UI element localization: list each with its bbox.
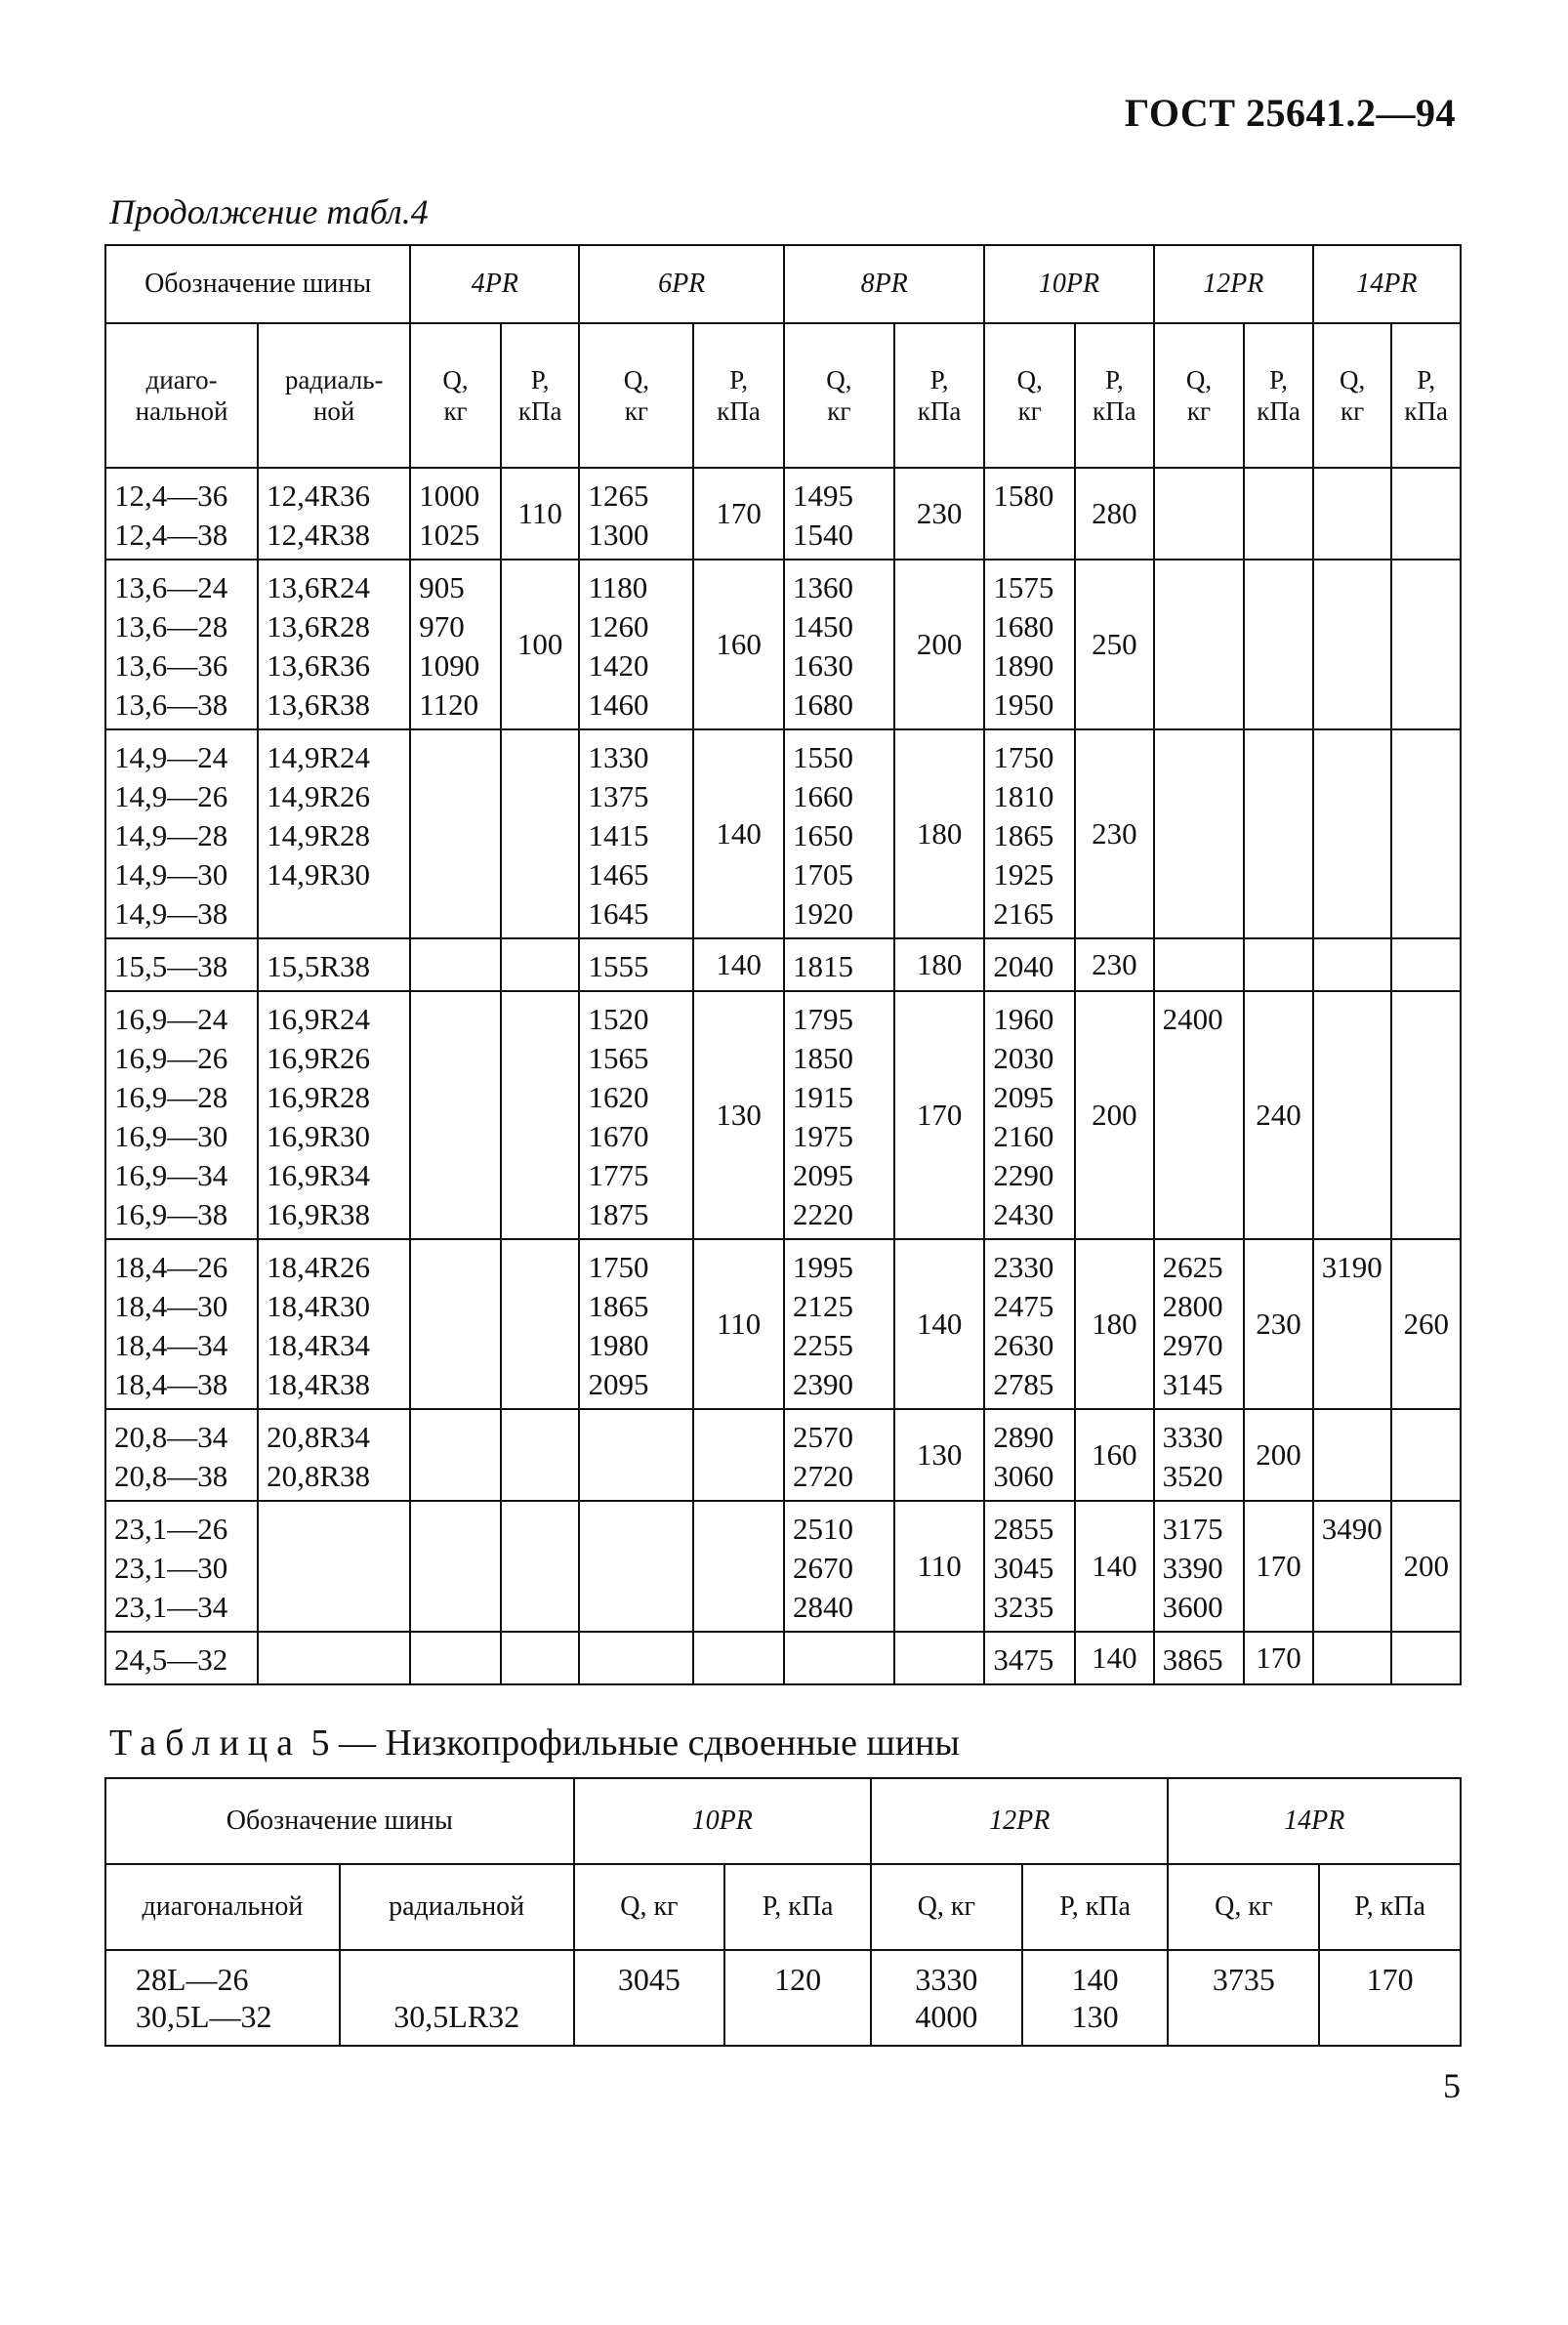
p-header: P, кПа [1022,1864,1169,1950]
table-row [105,468,1461,560]
q-header: Q, кг [984,323,1075,468]
table-cell: 1520 1565 1620 1670 1775 1875 [579,991,693,1239]
table-cell: 180 [894,729,985,938]
table-cell: 140 [693,729,784,938]
table-cell [1313,468,1392,560]
table-cell: 15,5—38 [105,938,258,991]
table-cell: 2625 2800 2970 3145 [1154,1239,1245,1409]
table-cell: 15,5R38 [258,938,410,991]
table-cell: 1795 1850 1915 1975 2095 2220 [784,991,894,1239]
table-cell: 3735 [1168,1950,1319,2046]
table-cell: 1960 2030 2095 2160 2290 2430 [984,991,1075,1239]
table-cell: 130 [693,991,784,1239]
table-cell: 200 [894,560,985,729]
radial-header: радиаль- ной [258,323,410,468]
table-cell [1154,560,1245,729]
table-cell: 1815 [784,938,894,991]
q-header: Q, кг [574,1864,725,1950]
group-header: 12PR [871,1778,1168,1864]
table-cell [1154,468,1245,560]
table-cell: 2890 3060 [984,1409,1075,1501]
diag-header: диаго- нальной [105,323,258,468]
table-cell: 140 [1075,1501,1154,1632]
table-cell: 140 [693,938,784,991]
table-cell: 16,9—24 16,9—26 16,9—28 16,9—30 16,9—34 16,9—38 [105,991,258,1239]
table-cell [1313,560,1392,729]
table-cell: 2400 [1154,991,1245,1239]
p-header: P, кПа [501,323,580,468]
table-cell: 2040 [984,938,1075,991]
q-header: Q, кг [579,323,693,468]
diag-header: диагональной [105,1864,340,1950]
table-cell: 3490 [1313,1501,1392,1632]
radial-header: радиальной [340,1864,574,1950]
p-header: P, кПа [1244,323,1313,468]
table-cell [410,1239,501,1409]
table-cell: 18,4R26 18,4R30 18,4R34 18,4R38 [258,1239,410,1409]
table-cell [1391,938,1461,991]
p-header: P, кПа [894,323,985,468]
table-cell: 2330 2475 2630 2785 [984,1239,1075,1409]
table-cell [410,938,501,991]
table-cell [1154,938,1245,991]
table-cell: 1750 1865 1980 2095 [579,1239,693,1409]
table-cell [501,1409,580,1501]
table-cell: 1550 1660 1650 1705 1920 [784,729,894,938]
table-cell: 1180 1260 1420 1460 [579,560,693,729]
table-cell: 170 [1244,1632,1313,1684]
table-cell [410,1632,501,1684]
table-cell: 260 [1391,1239,1461,1409]
table-cell: 170 [693,468,784,560]
table-cell [1391,468,1461,560]
table-cell: 12,4R36 12,4R38 [258,468,410,560]
table-cell: 280 [1075,468,1154,560]
table-cell: 16,9R24 16,9R26 16,9R28 16,9R30 16,9R34 16,9R38 [258,991,410,1239]
table-cell [1391,729,1461,938]
table-cell: 130 [894,1409,985,1501]
designation-header: Обозначение шины [105,245,410,323]
table-cell: 18,4—26 18,4—30 18,4—34 18,4—38 [105,1239,258,1409]
table-cell [579,1409,693,1501]
table-cell [693,1409,784,1501]
table-cell [894,1632,985,1684]
table-cell: 230 [894,468,985,560]
table-row [105,1632,1461,1684]
p-header: P, кПа [1075,323,1154,468]
table-cell: 180 [1075,1239,1154,1409]
table-cell: 3330 4000 [871,1950,1022,2046]
p-header: P, кПа [693,323,784,468]
table-cell [410,1409,501,1501]
table-cell [410,1501,501,1632]
table-cell: 2855 3045 3235 [984,1501,1075,1632]
table-cell: 3330 3520 [1154,1409,1245,1501]
table-cell: 1000 1025 [410,468,501,560]
table-cell: 1995 2125 2255 2390 [784,1239,894,1409]
table-row [105,560,1461,729]
p-header: P, кПа [1319,1864,1461,1950]
table-cell [410,729,501,938]
table-cell: 1360 1450 1630 1680 [784,560,894,729]
q-header: Q, кг [410,323,501,468]
table-cell [1313,729,1392,938]
table-cell [1313,938,1392,991]
table-cell: 14,9—24 14,9—26 14,9—28 14,9—30 14,9—38 [105,729,258,938]
table-5 [104,1777,1462,2047]
table-cell: 140 [1075,1632,1154,1684]
table-cell [501,1239,580,1409]
table-cell [579,1632,693,1684]
table-cell: 250 [1075,560,1154,729]
table-cell [1391,991,1461,1239]
table-cell: 180 [894,938,985,991]
page-number: 5 [1443,2066,1461,2105]
table-cell: 110 [501,468,580,560]
table-cell: 160 [693,560,784,729]
table-cell: 170 [1319,1950,1461,2046]
q-header: Q, кг [1154,323,1245,468]
group-header: 8PR [784,245,984,323]
group-header: 6PR [579,245,783,323]
standard-number: ГОСТ 25641.2—94 [1124,91,1456,135]
table-cell: 230 [1244,1239,1313,1409]
table-cell: 28L—26 30,5L—32 [105,1950,340,2046]
table-row [105,1501,1461,1632]
q-header: Q, кг [871,1864,1022,1950]
table-cell: 905 970 1090 1120 [410,560,501,729]
table-row [105,1409,1461,1501]
table-cell: 20,8R34 20,8R38 [258,1409,410,1501]
table-cell: 30,5LR32 [340,1950,574,2046]
table-row [105,991,1461,1239]
table-cell [501,729,580,938]
table-cell [258,1501,410,1632]
table-cell: 20,8—34 20,8—38 [105,1409,258,1501]
table-cell: 3865 [1154,1632,1245,1684]
table-cell: 14,9R24 14,9R26 14,9R28 14,9R30 [258,729,410,938]
table-cell: 3175 3390 3600 [1154,1501,1245,1632]
p-header: P, кПа [1391,323,1461,468]
table-cell: 3045 [574,1950,725,2046]
table-cell: 170 [1244,1501,1313,1632]
table-cell [693,1632,784,1684]
table-cell: 3475 [984,1632,1075,1684]
table-4-caption: Продолжение табл.4 [109,192,429,231]
table-cell [693,1501,784,1632]
table-cell: 23,1—26 23,1—30 23,1—34 [105,1501,258,1632]
group-header: 14PR [1168,1778,1461,1864]
table-cell [258,1632,410,1684]
table-cell: 200 [1244,1409,1313,1501]
table-cell: 230 [1075,729,1154,938]
table-cell [1313,1632,1392,1684]
table-cell [501,1501,580,1632]
table-cell [501,938,580,991]
table-cell [579,1501,693,1632]
table-cell: 110 [894,1501,985,1632]
table-cell [1313,1409,1392,1501]
table-cell [784,1632,894,1684]
table-cell: 200 [1075,991,1154,1239]
table-cell [410,991,501,1239]
group-header: 10PR [574,1778,871,1864]
table-cell: 120 [724,1950,871,2046]
q-header: Q, кг [1168,1864,1319,1950]
table-cell: 1265 1300 [579,468,693,560]
table-row [105,1239,1461,1409]
table-cell [1391,1409,1461,1501]
table-cell: 1575 1680 1890 1950 [984,560,1075,729]
table-cell: 1495 1540 [784,468,894,560]
group-header: 14PR [1313,245,1461,323]
table-cell [1244,560,1313,729]
p-header: P, кПа [724,1864,871,1950]
table-cell: 1330 1375 1415 1465 1645 [579,729,693,938]
table-cell: 240 [1244,991,1313,1239]
table-cell [1391,1632,1461,1684]
table-cell [1154,729,1245,938]
table-cell [1244,729,1313,938]
table-cell: 24,5—32 [105,1632,258,1684]
table-cell: 160 [1075,1409,1154,1501]
table-cell: 170 [894,991,985,1239]
table-row [105,938,1461,991]
table-cell: 140 130 [1022,1950,1169,2046]
table-cell [1391,560,1461,729]
q-header: Q, кг [784,323,894,468]
table-cell: 200 [1391,1501,1461,1632]
table-cell: 2570 2720 [784,1409,894,1501]
group-header: 12PR [1154,245,1313,323]
table-cell: 2510 2670 2840 [784,1501,894,1632]
group-header: 10PR [984,245,1153,323]
table-cell: 140 [894,1239,985,1409]
table-cell [1244,468,1313,560]
table-row [105,1950,1461,2046]
table-cell: 3190 [1313,1239,1392,1409]
table-cell: 13,6—24 13,6—28 13,6—36 13,6—38 [105,560,258,729]
table-row [105,729,1461,938]
table-cell: 1580 [984,468,1075,560]
group-header: 4PR [410,245,579,323]
designation-header: Обозначение шины [105,1778,574,1864]
table-cell: 1750 1810 1865 1925 2165 [984,729,1075,938]
table-cell [501,991,580,1239]
table-cell [1313,991,1392,1239]
q-header: Q, кг [1313,323,1392,468]
table-cell: 110 [693,1239,784,1409]
table-cell: 1555 [579,938,693,991]
table-cell: 230 [1075,938,1154,991]
table-5-caption: Таблица 5 — Низкопрофильные сдвоенные шины [109,1723,960,1764]
table-cell [1244,938,1313,991]
table-4 [104,244,1462,1685]
table-cell: 13,6R24 13,6R28 13,6R36 13,6R38 [258,560,410,729]
table-cell [501,1632,580,1684]
table-cell: 100 [501,560,580,729]
table-cell: 12,4—36 12,4—38 [105,468,258,560]
